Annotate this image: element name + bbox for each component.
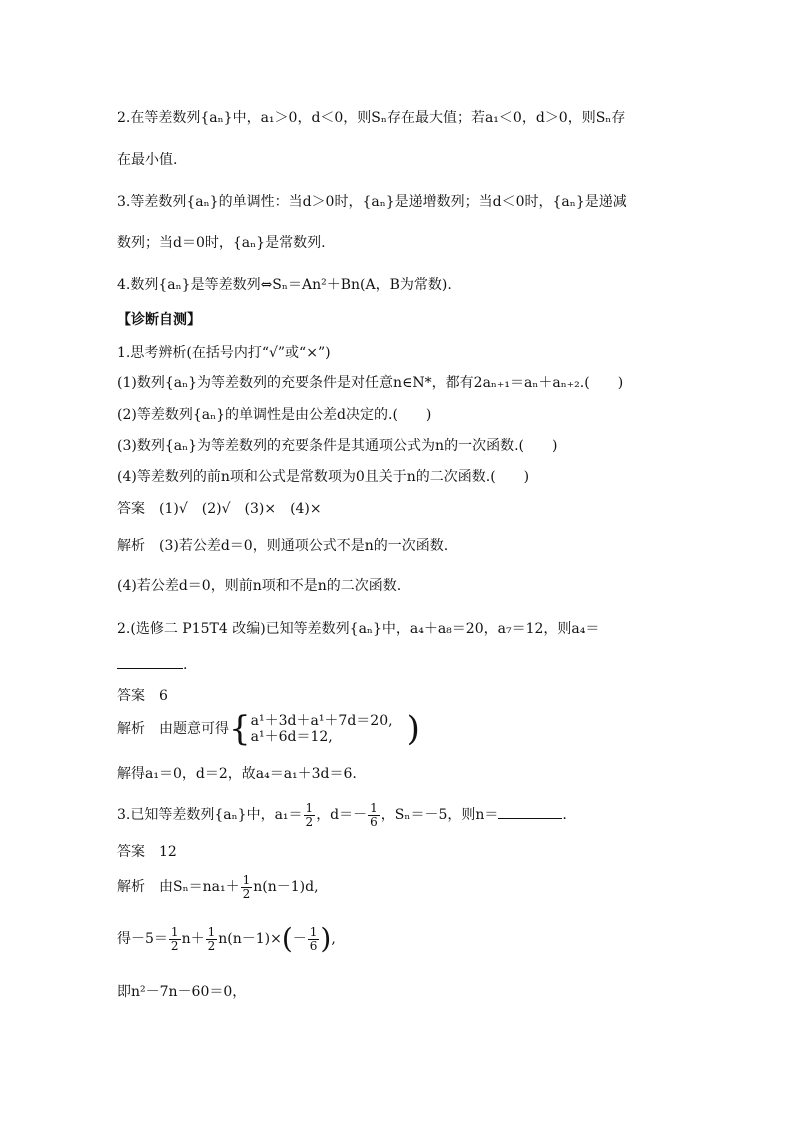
fraction-a1 [304, 802, 316, 829]
question-3 [117, 798, 567, 832]
question-1-item-3: (3)数列{aₙ}为等差数列的充要条件是其通项公式为n的一次函数.( ) [117, 438, 558, 454]
question-1-item-1: (1)数列{aₙ}为等差数列的充要条件是对任意n∈N*，都有2aₙ₊₁＝aₙ＋aₙ₊₂.( ) [117, 375, 624, 391]
explanation-1-line-2: (4)若公差d＝0，则前n项和不是n的二次函数. [117, 578, 402, 594]
point-3-line-2: 数列；当d＝0时，{aₙ}是常数列. [117, 235, 326, 251]
explanation-3-line-1 [117, 870, 319, 904]
explanation-2-lead: 解析 由题意可得 [117, 721, 229, 737]
fraction-denominator: 6 [370, 814, 378, 829]
answer-1: 答案 (1)√ (2)√ (3)× (4)× [117, 501, 322, 517]
fraction-denominator: 2 [242, 886, 251, 901]
equation-row-1: a¹＋3d＋a¹＋7d＝20, [250, 713, 393, 729]
fraction-sixth [308, 926, 320, 953]
fraction-numerator: 1 [309, 924, 318, 939]
explanation-2-system [117, 709, 420, 749]
left-brace: { [229, 709, 251, 749]
explanation-3b-comma: , [331, 931, 336, 947]
right-paren: ) [320, 922, 332, 955]
question-1-item-4: (4)等差数列的前n项和公式是常数项为0且关于n的二次函数.( ) [117, 469, 530, 485]
fraction-denominator: 2 [305, 814, 314, 829]
explanation-3-line-3: 即n²－7n－60＝0， [117, 984, 247, 1000]
fraction-numerator: 1 [370, 800, 378, 815]
equation-row-2: a¹＋6d＝12, [250, 729, 333, 745]
explanation-3-lead: 解析 由Sₙ＝na₁＋ [117, 879, 240, 895]
point-3-line-1: 3.等差数列{aₙ}的单调性：当d＞0时，{aₙ}是递增数列；当d＜0时，{aₙ}是递减 [117, 194, 627, 210]
explanation-1-line-1: 解析 (3)若公差d＝0，则通项公式不是n的一次函数. [117, 538, 449, 554]
equation-system [251, 713, 393, 745]
question-3-mid-2: ，Sₙ＝－5，则n＝ [380, 807, 499, 823]
fraction-d [368, 802, 380, 829]
question-3-lead: 3.已知等差数列{aₙ}中，a₁＝ [117, 807, 303, 823]
question-3-period: . [562, 807, 567, 823]
question-3-mid-1: ，d＝－ [316, 807, 368, 823]
question-1: 1.思考辨析(在括号内打“√”或“×”) [117, 345, 331, 361]
fraction-half [241, 874, 253, 901]
point-4: 4.数列{aₙ}是等差数列⇔Sₙ＝An²＋Bn(A，B为常数). [117, 277, 452, 293]
fraction-numerator: 1 [170, 924, 179, 939]
explanation-3-tail: n(n－1)d, [253, 879, 319, 895]
right-paren: ) [406, 709, 420, 749]
explanation-3b-mid-2: n(n－1)× [218, 931, 282, 947]
question-2-period: . [183, 657, 188, 673]
question-2: 2.(选修二 P15T4 改编)已知等差数列{aₙ}中，a₄＋a₈＝20，a₇＝12，则a₄＝ [117, 621, 600, 637]
question-2-blank-line [117, 654, 187, 675]
explanation-3b-mid: n＋ [181, 931, 205, 947]
answer-blank[interactable] [117, 654, 183, 669]
explanation-3-line-2 [117, 922, 336, 956]
point-2-line-1: 2.在等差数列{aₙ}中，a₁＞0，d＜0，则Sₙ存在最大值；若a₁＜0，d＞0，则Sₙ存 [117, 110, 626, 126]
fraction-half-1 [169, 926, 181, 953]
answer-blank[interactable] [498, 804, 562, 819]
answer-2: 答案 6 [117, 688, 168, 704]
fraction-denominator: 6 [309, 938, 318, 953]
answer-3: 答案 12 [117, 844, 177, 860]
left-paren: ( [281, 922, 293, 955]
section-heading: 【诊断自测】 [117, 312, 201, 328]
explanation-2-result: 解得a₁＝0，d＝2，故a₄＝a₁＋3d＝6. [117, 766, 357, 782]
explanation-3b-lead: 得－5＝ [117, 931, 168, 947]
fraction-half-2 [206, 926, 218, 953]
fraction-denominator: 2 [170, 938, 179, 953]
fraction-denominator: 2 [207, 938, 216, 953]
question-1-item-2: (2)等差数列{aₙ}的单调性是由公差d决定的.( ) [117, 407, 432, 423]
point-2-line-2: 在最小值. [117, 152, 178, 168]
fraction-numerator: 1 [305, 800, 314, 815]
fraction-numerator: 1 [242, 872, 251, 887]
minus-sign: － [292, 931, 307, 947]
fraction-numerator: 1 [207, 924, 216, 939]
